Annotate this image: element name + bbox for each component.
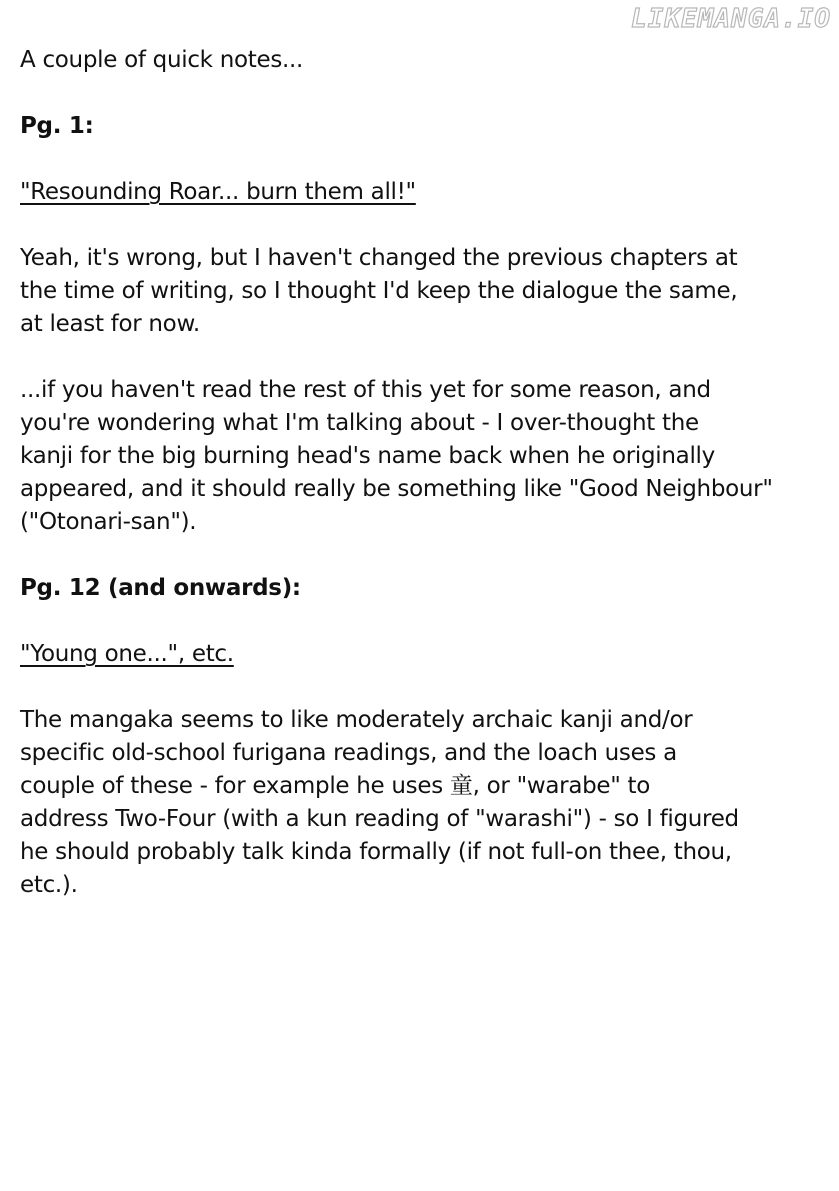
site-watermark: LIKEMANGA.IO bbox=[631, 4, 831, 34]
paragraph-line: couple of these - for example he uses 童, or "warabe" to bbox=[20, 773, 651, 799]
paragraph bbox=[20, 374, 820, 539]
paragraph-line: address Two-Four (with a kun reading of "warashi") - so I figured bbox=[20, 806, 739, 832]
paragraph-line: you're wondering what I'm talking about - I over-thought the bbox=[20, 410, 699, 436]
paragraph-line: at least for now. bbox=[20, 311, 200, 337]
paragraph-line: The mangaka seems to like moderately archaic kanji and/or bbox=[20, 707, 693, 733]
paragraph-line: specific old-school furigana readings, and the loach uses a bbox=[20, 740, 677, 766]
paragraph bbox=[20, 242, 820, 341]
paragraph-line: he should probably talk kinda formally (if not full-on thee, thou, bbox=[20, 839, 732, 865]
paragraph-line: Yeah, it's wrong, but I haven't changed the previous chapters at bbox=[20, 245, 738, 271]
paragraph-line: kanji for the big burning head's name back when he originally bbox=[20, 443, 715, 469]
paragraph-line: ...if you haven't read the rest of this yet for some reason, and bbox=[20, 377, 711, 403]
paragraph bbox=[20, 704, 820, 902]
paragraph-line: appeared, and it should really be something like "Good Neighbour" bbox=[20, 476, 773, 502]
paragraph-line: the time of writing, so I thought I'd keep the dialogue the same, bbox=[20, 278, 738, 304]
section-heading-pg12: Pg. 12 (and onwards): bbox=[20, 575, 301, 601]
translator-notes bbox=[20, 44, 820, 902]
section-quote-pg12: "Young one...", etc. bbox=[20, 641, 234, 667]
paragraph-line: ("Otonari-san"). bbox=[20, 509, 197, 535]
section-quote-pg1: "Resounding Roar... burn them all!" bbox=[20, 179, 416, 205]
notes-intro: A couple of quick notes... bbox=[20, 47, 304, 73]
paragraph-line: etc.). bbox=[20, 872, 78, 898]
section-heading-pg1: Pg. 1: bbox=[20, 113, 94, 139]
